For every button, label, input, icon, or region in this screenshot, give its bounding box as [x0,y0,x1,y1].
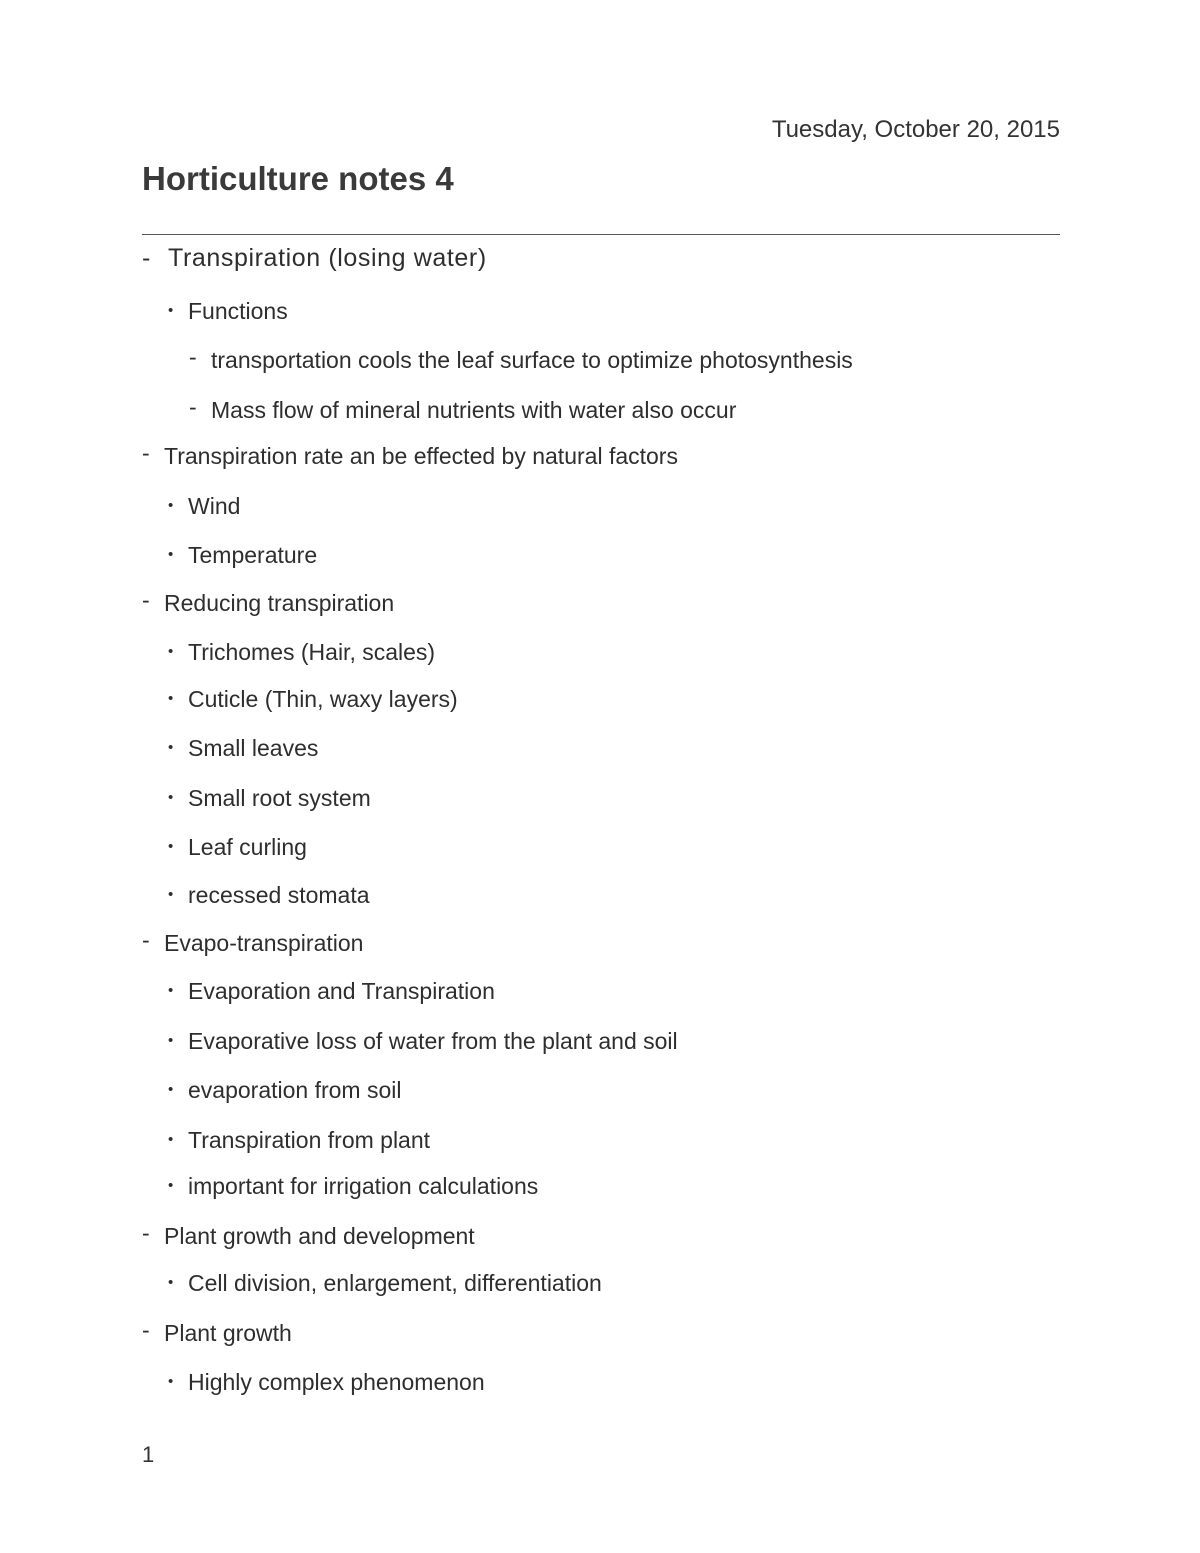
dash-marker: - [142,587,150,613]
bullet-marker: • [168,1373,174,1390]
list-item [168,1126,431,1154]
list-item [168,1172,539,1200]
bullet-marker: • [168,982,174,999]
list-item-text: Evaporation and Transpiration [188,978,495,1004]
list-item [168,1368,485,1396]
list-item [168,1076,402,1104]
list-item [168,784,371,812]
list-item-text: important for irrigation calculations [188,1173,539,1199]
dash-marker: - [142,244,151,272]
bullet-marker: • [168,643,174,660]
dash-marker: - [189,394,197,420]
list-item-text: recessed stomata [188,882,370,908]
bullet-marker: • [168,886,174,903]
list-item [168,1027,678,1055]
list-item-text: Transpiration (losing water) [168,244,487,272]
list-item [189,394,737,424]
document-date: Tuesday, October 20, 2015 [771,116,1060,143]
list-item-text: Trichomes (Hair, scales) [188,639,436,665]
list-item-text: Cuticle (Thin, waxy layers) [188,686,458,712]
bullet-marker: • [168,497,174,514]
list-item-text: Evapo-transpiration [164,930,364,956]
bullet-marker: • [168,302,174,319]
bullet-marker: • [168,1274,174,1291]
page-title: Horticulture notes 4 [142,160,454,197]
list-item [142,244,487,272]
bullet-marker: • [168,1081,174,1098]
list-item [168,734,319,762]
list-item-text: Mass flow of mineral nutrients with water also occur [211,397,737,423]
list-item-text: Transpiration rate an be effected by natural factors [164,443,678,469]
list-item [142,440,678,470]
list-item-text: Temperature [188,542,318,568]
list-item-text: transportation cools the leaf surface to optimize photosynthesis [211,347,853,373]
dash-marker: - [142,1317,150,1343]
list-item [168,638,436,666]
list-item-text: Evaporative loss of water from the plant and soil [188,1028,678,1054]
dash-marker: - [142,927,150,953]
bullet-marker: • [168,690,174,707]
list-item [142,1220,475,1250]
bullet-marker: • [168,838,174,855]
list-item [168,977,495,1005]
list-item [168,881,370,909]
list-item-text: Functions [188,298,288,324]
bullet-marker: • [168,739,174,756]
list-item [142,1317,292,1347]
list-item-text: Reducing transpiration [164,590,395,616]
dash-marker: - [142,1220,150,1246]
list-item-text: Plant growth and development [164,1223,475,1249]
list-item-text: Wind [188,493,241,519]
list-item-text: Small leaves [188,735,319,761]
bullet-marker: • [168,1131,174,1148]
dash-marker: - [189,344,197,370]
list-item-text: Transpiration from plant [188,1127,431,1153]
bullet-marker: • [168,546,174,563]
list-item-text: Plant growth [164,1320,292,1346]
list-item [142,587,395,617]
list-item-text: Small root system [188,785,371,811]
list-item-text: Highly complex phenomenon [188,1369,485,1395]
bullet-marker: • [168,789,174,806]
list-item [168,833,307,861]
title-divider [142,234,1060,235]
bullet-marker: • [168,1032,174,1049]
list-item-text: Cell division, enlargement, differentiation [188,1270,602,1296]
list-item-text: evaporation from soil [188,1077,402,1103]
dash-marker: - [142,440,150,466]
list-item [168,1269,602,1297]
list-item [168,685,458,713]
bullet-marker: • [168,1177,174,1194]
list-item [168,492,241,520]
list-item [142,927,364,957]
page-number: 1 [142,1442,155,1467]
list-item [168,297,288,325]
list-item-text: Leaf curling [188,834,307,860]
list-item [189,344,853,374]
list-item [168,541,318,569]
